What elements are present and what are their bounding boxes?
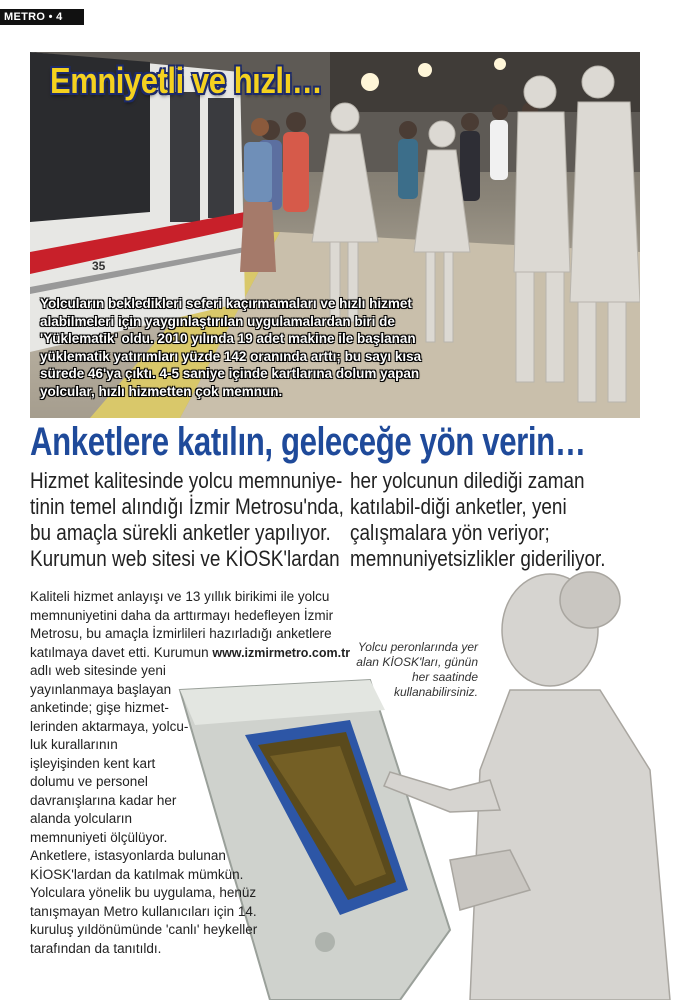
body-paragraph-2 [30,847,360,958]
lead-paragraph-left: Hizmet kalitesinde yolcu memnuniye-tinin temel alındığı İzmir Metrosu'nda, bu amaçla sürekli anketler yapılıyor. Kurumun web sitesi ve KİOSK'lardan [30,468,344,571]
website-link[interactable]: www.izmirmetro.com.tr [212,645,351,660]
body-paragraph-2-text: Anketlere, istasyonlarda bulunan KİOSK'lardan da katılmak mümkün. Yolculara yönelik bu uygulama, henüz tanışmayan Metro kullanıcıları için 14. kuruluş yıldönümünde 'canlı' heykeller tarafından da tanıtıldı. [30,848,258,956]
article-body [30,588,360,958]
body-paragraph-1-start: Kaliteli hizmet anlayışı ve 13 yıllık birikimi ile yolcu memnuniyetini daha da arttırmayı hedefleyen İzmir Metrosu, bu amaçla İzmirlileri hazırladığı anketlere katılmaya davet etti. Kurumun [30,589,334,660]
article-headline: Anketlere katılın, geleceğe yön verin… [30,420,586,464]
metro-platform-photo [30,52,640,418]
photo-note: Yolcu peronlarında yer alan KİOSK'ları, günün her saatinde kullanabilirsiniz. [356,640,478,699]
svg-text:35: 35 [92,259,106,273]
body-paragraph-1-end: adlı web sitesinde yeni yayınlanmaya başlayan anketinde; gişe hizmet-lerinden aktarmaya, yolcu-luk kurallarının işleyişinden kent kart dolumu ve personel davranışlarına kadar her alanda yolcuların memnuniyeti ölçülüyor. [30,663,189,845]
body-paragraph-1 [30,588,360,847]
page-number-tag: METRO • 4 [0,9,84,25]
photo-caption: Yolcuların bekledikleri seferi kaçırmamaları ve hızlı hizmet alabilmeleri için yaygınlaştırılan uygulamalardan biri de 'Yüklematik' oldu. 2010 yılında 19 adet makine ile başlanan yüklematik yatırımları yüzde 142 oranında arttı; bu sayı kısa sürede 46'ya çıktı. 4-5 saniye içinde kartlarına dolum yapan yolcular, hızlı hizmetten çok memnun. [40,296,422,399]
photo-headline: Emniyetli ve hızlı… [50,60,323,101]
lead-paragraph-right: her yolcunun dilediği zaman katılabil-diği anketler, yeni çalışmalara yön veriyor; memnuniyetsizlikler gideriliyor. [350,468,606,571]
